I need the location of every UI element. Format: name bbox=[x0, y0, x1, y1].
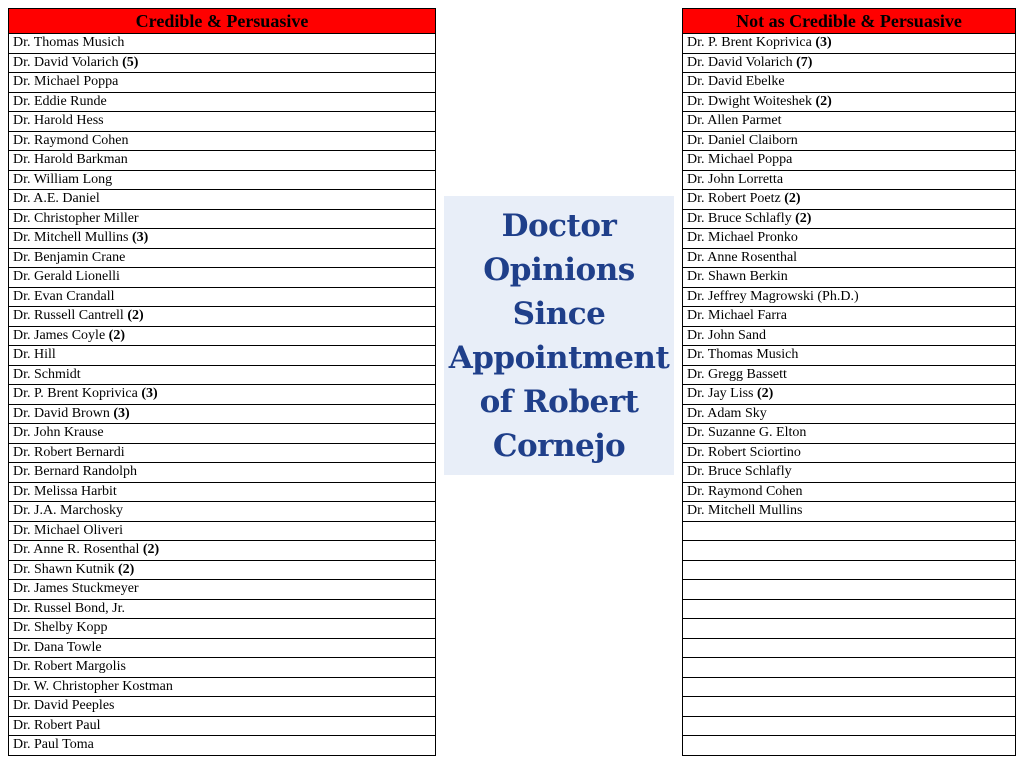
opinion-count: (3) bbox=[815, 35, 832, 51]
doctor-name: Dr. P. Brent Koprivica bbox=[687, 35, 812, 51]
table-row bbox=[9, 346, 436, 366]
table-row bbox=[9, 53, 436, 73]
doctor-name: Dr. Melissa Harbit bbox=[13, 483, 117, 499]
doctor-cell bbox=[9, 541, 436, 561]
doctor-name: Dr. Benjamin Crane bbox=[13, 249, 126, 265]
opinion-count: (7) bbox=[796, 54, 813, 70]
table-row bbox=[9, 92, 436, 112]
table-row bbox=[683, 346, 1016, 366]
table-row bbox=[9, 112, 436, 132]
doctor-cell bbox=[683, 658, 1016, 678]
doctor-cell bbox=[9, 209, 436, 229]
not-credible-table bbox=[682, 8, 1016, 756]
doctor-cell bbox=[683, 53, 1016, 73]
doctor-cell bbox=[683, 268, 1016, 288]
doctor-name: Dr. Raymond Cohen bbox=[687, 483, 803, 499]
doctor-cell bbox=[683, 736, 1016, 756]
doctor-cell bbox=[9, 697, 436, 717]
doctor-cell bbox=[9, 346, 436, 366]
table-row bbox=[683, 268, 1016, 288]
doctor-cell bbox=[683, 463, 1016, 483]
doctor-name: Dr. John Sand bbox=[687, 327, 766, 343]
doctor-cell bbox=[9, 599, 436, 619]
doctor-name: Dr. Shelby Kopp bbox=[13, 620, 108, 636]
table-row bbox=[683, 541, 1016, 561]
table-row bbox=[683, 151, 1016, 171]
doctor-cell bbox=[683, 677, 1016, 697]
doctor-name: Dr. Robert Paul bbox=[13, 717, 101, 733]
opinion-count: (3) bbox=[113, 405, 130, 421]
doctor-name: Dr. Jeffrey Magrowski (Ph.D.) bbox=[687, 288, 859, 304]
doctor-name: Dr. William Long bbox=[13, 171, 113, 187]
table-row bbox=[9, 287, 436, 307]
table-row bbox=[683, 619, 1016, 639]
doctor-cell bbox=[9, 443, 436, 463]
doctor-name: Dr. Anne R. Rosenthal bbox=[13, 542, 140, 558]
table-row bbox=[9, 190, 436, 210]
doctor-cell bbox=[683, 209, 1016, 229]
doctor-name: Dr. Daniel Claiborn bbox=[687, 132, 798, 148]
doctor-name: Dr. Dana Towle bbox=[13, 639, 102, 655]
doctor-name: Dr. David Brown bbox=[13, 405, 110, 421]
table-row bbox=[683, 580, 1016, 600]
table-row bbox=[9, 736, 436, 756]
doctor-name: Dr. Evan Crandall bbox=[13, 288, 115, 304]
doctor-cell bbox=[683, 170, 1016, 190]
table-row bbox=[9, 560, 436, 580]
doctor-cell bbox=[9, 92, 436, 112]
table-row bbox=[683, 502, 1016, 522]
doctor-name: Dr. Michael Farra bbox=[687, 308, 787, 324]
opinion-count: (3) bbox=[132, 230, 149, 246]
table-row bbox=[683, 287, 1016, 307]
doctor-cell bbox=[9, 482, 436, 502]
doctor-cell bbox=[683, 151, 1016, 171]
table-row bbox=[9, 541, 436, 561]
doctor-name: Dr. Harold Hess bbox=[13, 113, 104, 129]
table-row bbox=[9, 73, 436, 93]
doctor-cell bbox=[683, 229, 1016, 249]
table-row bbox=[9, 248, 436, 268]
doctor-cell bbox=[9, 404, 436, 424]
doctor-name: Dr. David Volarich bbox=[13, 54, 119, 70]
credible-table-body bbox=[9, 34, 436, 756]
doctor-cell bbox=[9, 268, 436, 288]
table-row bbox=[683, 424, 1016, 444]
doctor-cell bbox=[683, 365, 1016, 385]
doctor-cell bbox=[683, 287, 1016, 307]
doctor-cell bbox=[9, 53, 436, 73]
table-row bbox=[683, 638, 1016, 658]
doctor-cell bbox=[9, 326, 436, 346]
doctor-cell bbox=[683, 521, 1016, 541]
doctor-cell bbox=[683, 404, 1016, 424]
doctor-cell bbox=[9, 580, 436, 600]
doctor-name: Dr. Anne Rosenthal bbox=[687, 249, 798, 265]
doctor-cell bbox=[683, 599, 1016, 619]
doctor-name: Dr. Eddie Runde bbox=[13, 93, 107, 109]
not-credible-table-body bbox=[683, 34, 1016, 756]
opinion-count: (2) bbox=[108, 327, 125, 343]
table-row bbox=[683, 521, 1016, 541]
table-row bbox=[683, 560, 1016, 580]
table-row bbox=[9, 677, 436, 697]
opinion-count: (2) bbox=[784, 191, 801, 207]
table-row bbox=[683, 599, 1016, 619]
table-row bbox=[683, 736, 1016, 756]
table-row bbox=[683, 53, 1016, 73]
doctor-name: Dr. Shawn Kutnik bbox=[13, 561, 115, 577]
doctor-name: Dr. Adam Sky bbox=[687, 405, 767, 421]
opinion-count: (5) bbox=[122, 54, 139, 70]
doctor-name: Dr. J.A. Marchosky bbox=[13, 503, 124, 519]
doctor-cell bbox=[683, 346, 1016, 366]
table-row bbox=[9, 638, 436, 658]
doctor-cell bbox=[9, 112, 436, 132]
doctor-cell bbox=[9, 619, 436, 639]
doctor-cell bbox=[9, 521, 436, 541]
opinion-count: (2) bbox=[757, 386, 774, 402]
table-row bbox=[9, 365, 436, 385]
doctor-name: Dr. Russell Cantrell bbox=[13, 308, 124, 324]
table-row bbox=[9, 326, 436, 346]
doctor-cell bbox=[9, 307, 436, 327]
table-row bbox=[683, 131, 1016, 151]
doctor-name: Dr. Paul Toma bbox=[13, 737, 94, 753]
doctor-cell bbox=[683, 307, 1016, 327]
doctor-cell bbox=[683, 385, 1016, 405]
table-row bbox=[9, 443, 436, 463]
doctor-name: Dr. Michael Poppa bbox=[687, 152, 793, 168]
doctor-name: Dr. Thomas Musich bbox=[687, 347, 799, 363]
doctor-name: Dr. Schmidt bbox=[13, 366, 81, 382]
table-row bbox=[9, 619, 436, 639]
doctor-name: Dr. Thomas Musich bbox=[13, 35, 125, 51]
doctor-name: Dr. Michael Oliveri bbox=[13, 522, 124, 538]
doctor-name: Dr. Bruce Schlafly bbox=[687, 210, 792, 226]
doctor-cell bbox=[683, 326, 1016, 346]
doctor-name: Dr. P. Brent Koprivica bbox=[13, 386, 138, 402]
table-row bbox=[683, 716, 1016, 736]
doctor-cell bbox=[683, 34, 1016, 54]
doctor-cell bbox=[9, 638, 436, 658]
doctor-name: Dr. Suzanne G. Elton bbox=[687, 425, 807, 441]
table-row bbox=[683, 365, 1016, 385]
doctor-cell bbox=[683, 502, 1016, 522]
opinion-count: (2) bbox=[142, 542, 160, 558]
doctor-name: Dr. Robert Bernardi bbox=[13, 444, 125, 460]
doctor-cell bbox=[683, 190, 1016, 210]
doctor-cell bbox=[683, 638, 1016, 658]
doctor-name: Dr. Robert Poetz bbox=[687, 191, 781, 207]
doctor-name: Dr. Harold Barkman bbox=[13, 152, 128, 168]
doctor-cell bbox=[9, 658, 436, 678]
opinion-count: (2) bbox=[127, 308, 144, 324]
doctor-cell bbox=[9, 502, 436, 522]
table-row bbox=[683, 92, 1016, 112]
table-row bbox=[9, 385, 436, 405]
doctor-cell bbox=[683, 73, 1016, 93]
doctor-cell bbox=[683, 92, 1016, 112]
doctor-name: Dr. James Stuckmeyer bbox=[13, 581, 139, 597]
table-row bbox=[9, 658, 436, 678]
doctor-name: Dr. Michael Pronko bbox=[687, 230, 798, 246]
doctor-cell bbox=[9, 73, 436, 93]
doctor-cell bbox=[9, 190, 436, 210]
doctor-cell bbox=[9, 385, 436, 405]
doctor-name: Dr. Raymond Cohen bbox=[13, 132, 129, 148]
table-row bbox=[9, 404, 436, 424]
doctor-name: Dr. David Ebelke bbox=[687, 74, 785, 90]
doctor-name: Dr. Bernard Randolph bbox=[13, 464, 138, 480]
doctor-name: Dr. Bruce Schlafly bbox=[687, 464, 792, 480]
credible-table bbox=[8, 8, 436, 756]
doctor-cell bbox=[683, 131, 1016, 151]
doctor-name: Dr. Gerald Lionelli bbox=[13, 269, 120, 285]
doctor-cell bbox=[9, 716, 436, 736]
table-row bbox=[683, 190, 1016, 210]
doctor-name: Dr. Gregg Bassett bbox=[687, 366, 787, 382]
doctor-cell bbox=[9, 151, 436, 171]
doctor-cell bbox=[9, 365, 436, 385]
table-row bbox=[683, 112, 1016, 132]
table-row bbox=[9, 307, 436, 327]
doctor-cell bbox=[683, 580, 1016, 600]
doctor-cell bbox=[9, 424, 436, 444]
table-row bbox=[9, 521, 436, 541]
doctor-cell bbox=[683, 112, 1016, 132]
doctor-cell bbox=[9, 131, 436, 151]
doctor-name: Dr. Robert Margolis bbox=[13, 659, 126, 675]
credible-table-header: Credible & Persuasive bbox=[9, 9, 436, 34]
table-row bbox=[683, 404, 1016, 424]
doctor-name: Dr. Mitchell Mullins bbox=[13, 230, 129, 246]
table-row bbox=[9, 716, 436, 736]
opinion-count: (3) bbox=[141, 386, 158, 402]
table-row bbox=[9, 463, 436, 483]
table-row bbox=[683, 170, 1016, 190]
doctor-cell bbox=[9, 463, 436, 483]
doctor-cell bbox=[683, 619, 1016, 639]
table-row bbox=[9, 170, 436, 190]
table-row bbox=[9, 151, 436, 171]
doctor-cell bbox=[9, 736, 436, 756]
opinion-count: (2) bbox=[118, 561, 135, 577]
doctor-name: Dr. Hill bbox=[13, 347, 56, 363]
table-row bbox=[683, 34, 1016, 54]
doctor-cell bbox=[9, 170, 436, 190]
doctor-cell bbox=[9, 34, 436, 54]
table-row bbox=[9, 502, 436, 522]
doctor-cell bbox=[9, 287, 436, 307]
table-row bbox=[683, 482, 1016, 502]
doctor-name: Dr. Mitchell Mullins bbox=[687, 503, 803, 519]
table-row bbox=[683, 697, 1016, 717]
doctor-name: Dr. W. Christopher Kostman bbox=[13, 678, 173, 694]
table-row bbox=[683, 248, 1016, 268]
table-row bbox=[9, 229, 436, 249]
doctor-name: Dr. A.E. Daniel bbox=[13, 191, 100, 207]
table-row bbox=[683, 229, 1016, 249]
table-row bbox=[683, 73, 1016, 93]
not-credible-table-header: Not as Credible & Persuasive bbox=[683, 9, 1016, 34]
table-row bbox=[9, 268, 436, 288]
table-row bbox=[9, 482, 436, 502]
doctor-name: Dr. David Peeples bbox=[13, 698, 115, 714]
doctor-cell bbox=[683, 716, 1016, 736]
doctor-cell bbox=[683, 424, 1016, 444]
table-row bbox=[683, 658, 1016, 678]
doctor-name: Dr. John Krause bbox=[13, 425, 104, 441]
doctor-name: Dr. Russel Bond, Jr. bbox=[13, 600, 126, 616]
table-row bbox=[9, 580, 436, 600]
doctor-cell bbox=[9, 229, 436, 249]
page-title: Doctor Opinions Since Appointment of Robert Cornejo bbox=[448, 207, 670, 464]
table-row bbox=[683, 463, 1016, 483]
table-row bbox=[683, 209, 1016, 229]
table-row bbox=[683, 385, 1016, 405]
doctor-name: Dr. Jay Liss bbox=[687, 386, 754, 402]
table-row bbox=[683, 307, 1016, 327]
doctor-name: Dr. Dwight Woiteshek bbox=[687, 93, 812, 109]
table-row bbox=[683, 677, 1016, 697]
doctor-cell bbox=[683, 443, 1016, 463]
doctor-name: Dr. Robert Sciortino bbox=[687, 444, 801, 460]
table-row bbox=[9, 34, 436, 54]
table-row bbox=[9, 697, 436, 717]
doctor-name: Dr. John Lorretta bbox=[687, 171, 784, 187]
table-row bbox=[9, 209, 436, 229]
doctor-cell bbox=[683, 541, 1016, 561]
doctor-name: Dr. Michael Poppa bbox=[13, 74, 119, 90]
doctor-cell bbox=[9, 248, 436, 268]
doctor-name: Dr. David Volarich bbox=[687, 54, 793, 70]
doctor-cell bbox=[683, 560, 1016, 580]
table-row bbox=[9, 131, 436, 151]
table-row bbox=[683, 326, 1016, 346]
doctor-cell bbox=[9, 677, 436, 697]
table-row bbox=[683, 443, 1016, 463]
opinion-count: (2) bbox=[815, 93, 832, 109]
doctor-name: Dr. James Coyle bbox=[13, 327, 106, 343]
opinion-count: (2) bbox=[795, 210, 812, 226]
doctor-name: Dr. Allen Parmet bbox=[687, 113, 782, 129]
doctor-cell bbox=[9, 560, 436, 580]
doctor-name: Dr. Christopher Miller bbox=[13, 210, 139, 226]
doctor-name: Dr. Shawn Berkin bbox=[687, 269, 788, 285]
title-box bbox=[444, 196, 674, 475]
doctor-cell bbox=[683, 482, 1016, 502]
table-row bbox=[9, 599, 436, 619]
doctor-cell bbox=[683, 697, 1016, 717]
doctor-cell bbox=[683, 248, 1016, 268]
table-row bbox=[9, 424, 436, 444]
